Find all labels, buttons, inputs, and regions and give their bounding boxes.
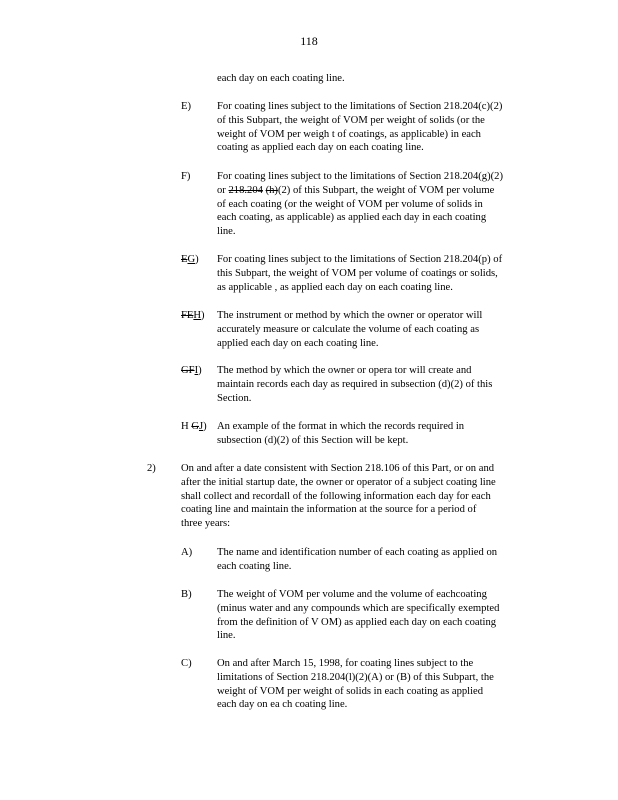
inserted-text: H bbox=[193, 310, 202, 321]
text-run: H bbox=[181, 421, 192, 432]
text-run: as applicable , as applied each day on each coating line. bbox=[217, 281, 453, 293]
text-run: weight of VOM per weigh t of coatings, as applicable) in each bbox=[217, 128, 481, 140]
text-line bbox=[217, 100, 502, 114]
item-label-f bbox=[181, 170, 190, 184]
text-run: line. bbox=[217, 226, 236, 238]
text-run: weight of VOM per weight of solids in each coating as applied bbox=[217, 685, 484, 697]
paragraph-item-j bbox=[217, 420, 464, 448]
paragraph-item-a bbox=[217, 546, 497, 574]
text-run: coating as applied each day on each coating line. bbox=[217, 142, 424, 154]
text-run: For coating lines subject to the limitations of Section 218.204(c)(2) bbox=[217, 101, 503, 112]
text-run: C) bbox=[181, 658, 192, 669]
text-run: applied each day on each coating line. bbox=[217, 337, 379, 349]
item-label-e bbox=[181, 100, 191, 114]
text-run: The method by which the owner or opera tor will create and bbox=[217, 365, 472, 376]
text-line bbox=[217, 434, 464, 448]
text-line bbox=[217, 616, 499, 630]
text-line bbox=[217, 378, 492, 392]
item-label-c bbox=[181, 657, 192, 671]
text-run: 2) bbox=[147, 463, 156, 474]
text-run: ) bbox=[203, 421, 207, 432]
text-line bbox=[181, 517, 496, 531]
paragraph-item-b bbox=[217, 588, 499, 643]
text-run: E) bbox=[181, 101, 191, 112]
text-run: subsection (d)(2) of this Section will be kept. bbox=[217, 434, 409, 446]
item-label-h bbox=[181, 309, 205, 323]
text-run: accurately measure or calculate the volume of each coating as bbox=[217, 323, 480, 335]
text-run: The instrument or method by which the owner or operator will bbox=[217, 310, 483, 321]
text-run: B) bbox=[181, 589, 192, 600]
text-run: line. bbox=[217, 630, 236, 642]
inserted-text: G bbox=[187, 254, 196, 265]
text-run: each day on ea ch coating line. bbox=[217, 699, 348, 711]
text-line bbox=[217, 629, 499, 643]
text-run: ) bbox=[201, 310, 205, 321]
text-line bbox=[217, 685, 494, 699]
text-run: after the initial startup date, the owner or operator of a subject coating line bbox=[181, 476, 496, 488]
deleted-text: E bbox=[186, 310, 194, 321]
text-run: On and after a date consistent with Section 218.106 of this Part, or on and bbox=[181, 463, 495, 474]
text-line bbox=[217, 184, 503, 198]
item-label-b bbox=[181, 588, 192, 602]
text-line bbox=[181, 490, 496, 504]
text-line bbox=[217, 198, 503, 212]
text-run: For coating lines subject to the limitations of Section 218.204(p) of bbox=[217, 254, 503, 265]
deleted-text: E bbox=[181, 254, 188, 265]
text-run: An example of the format in which the records required in bbox=[217, 421, 465, 432]
paragraph-item-g bbox=[217, 253, 502, 294]
text-run: this Subpart, the weight of VOM per volume of coatings or solids, bbox=[217, 267, 498, 279]
item-label-g bbox=[181, 253, 199, 267]
deleted-text: F bbox=[181, 310, 187, 321]
text-line bbox=[217, 253, 502, 267]
text-line bbox=[217, 141, 502, 155]
text-line bbox=[217, 698, 494, 712]
text-run: (minus water and any compounds which are specifically exempted bbox=[217, 602, 500, 614]
text-run: Section. bbox=[217, 392, 252, 404]
text-run: F) bbox=[181, 171, 191, 182]
text-line bbox=[217, 671, 494, 685]
deleted-text: F bbox=[188, 365, 195, 376]
text-run: For coating lines subject to the limitations of Section 218.204(g)(2) bbox=[217, 171, 503, 182]
text-line bbox=[217, 560, 497, 574]
paragraph-item-i bbox=[217, 364, 492, 405]
text-line bbox=[217, 309, 482, 323]
text-line bbox=[217, 337, 482, 351]
text-line bbox=[217, 323, 482, 337]
text-run: ) bbox=[195, 254, 199, 265]
text-run: of this Subpart, the weight of VOM per weight of solids (or the bbox=[217, 114, 485, 126]
text-line bbox=[217, 588, 499, 602]
inserted-text: I bbox=[194, 365, 199, 376]
text-line bbox=[217, 546, 497, 560]
text-line bbox=[217, 420, 464, 434]
item-label-2 bbox=[147, 462, 156, 476]
text-run: maintain records each day as required in subsection (d)(2) of this bbox=[217, 378, 493, 390]
text-run: each coating, as applicable) as applied each day in each coating bbox=[217, 212, 487, 224]
text-line bbox=[181, 462, 496, 476]
text-run: from the definition of V OM) as applied each day on each coating bbox=[217, 616, 497, 628]
text-run: three years: bbox=[181, 518, 231, 530]
paragraph-continuation bbox=[217, 72, 345, 86]
text-run: or bbox=[217, 184, 229, 196]
text-run: On and after March 15, 1998, for coating lines subject to the bbox=[217, 658, 474, 669]
inserted-text: J bbox=[198, 421, 204, 432]
deleted-text: (h) bbox=[265, 184, 278, 196]
paragraph-item-e bbox=[217, 100, 502, 155]
text-line bbox=[217, 364, 492, 378]
text-line bbox=[217, 72, 345, 86]
text-run: limitations of Section 218.204(l)(2)(A) or (B) of this Subpart, the bbox=[217, 671, 494, 683]
text-run: of each coating (or the weight of VOM per volume of solids in bbox=[217, 198, 483, 210]
paragraph-item-2 bbox=[181, 462, 496, 531]
item-label-a bbox=[181, 546, 192, 560]
text-line bbox=[181, 503, 496, 517]
text-run: The name and identification number of each coating as applied on bbox=[217, 547, 498, 558]
text-line bbox=[217, 281, 502, 295]
text-line bbox=[217, 114, 502, 128]
paragraph-item-f bbox=[217, 170, 503, 239]
text-line bbox=[217, 128, 502, 142]
text-run: each coating line. bbox=[217, 560, 292, 572]
text-run: ) bbox=[198, 365, 202, 376]
item-label-i bbox=[181, 364, 202, 378]
text-line bbox=[181, 476, 496, 490]
text-line bbox=[217, 170, 503, 184]
text-line bbox=[217, 657, 494, 671]
paragraph-item-c bbox=[217, 657, 494, 712]
page-number: 118 bbox=[300, 34, 318, 48]
text-run: (2) of this Subpart, the weight of VOM per volume bbox=[277, 184, 495, 196]
text-run: A) bbox=[181, 547, 193, 558]
text-run: shall collect and recordall of the following information each day for each bbox=[181, 490, 491, 502]
deleted-text: G bbox=[191, 421, 199, 432]
text-line bbox=[217, 267, 502, 281]
item-label-j bbox=[181, 420, 207, 434]
text-run: coating line and maintain the information at the source for a period of bbox=[181, 504, 477, 516]
text-line bbox=[217, 225, 503, 239]
text-line bbox=[217, 211, 503, 225]
paragraph-item-h bbox=[217, 309, 482, 350]
text-line bbox=[217, 602, 499, 616]
deleted-text: 218.204 bbox=[228, 184, 263, 196]
text-run: each day on each coating line. bbox=[217, 73, 345, 84]
deleted-text: G bbox=[181, 365, 189, 376]
text-line bbox=[217, 392, 492, 406]
text-run: The weight of VOM per volume and the volume of eachcoating bbox=[217, 589, 487, 600]
